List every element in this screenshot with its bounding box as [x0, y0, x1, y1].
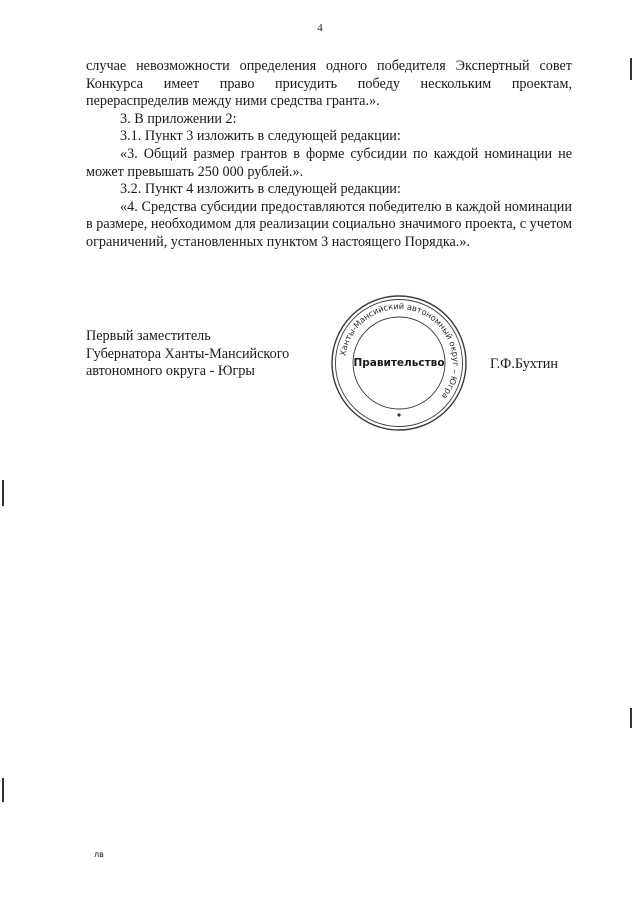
seal-star-icon	[397, 413, 400, 416]
seal-center-text: Правительство	[353, 357, 445, 369]
seal-ring-text: Ханты-Мансийский автономный округ – Югра	[337, 300, 462, 402]
paragraph-6: «4. Средства субсидии предоставляются победителю в каждой номинации в размере, необходимом для реализации социально значимого проекта, с учетом ограничений, установленных пунктом 3 настоящего Порядка.».	[86, 198, 572, 250]
signer-position	[86, 328, 289, 381]
paragraph-4: «3. Общий размер грантов в форме субсидии по каждой номинации не может превышать 250 000 рублей.».	[86, 145, 572, 180]
scan-edge-mark	[2, 778, 4, 802]
scan-edge-mark	[630, 58, 632, 80]
paragraph-5: 3.2. Пункт 4 изложить в следующей редакции:	[120, 181, 401, 198]
document-body	[86, 58, 572, 252]
signer-name: Г.Ф.Бухтин	[490, 356, 558, 372]
paragraph-1: случае невозможности определения одного победителя Экспертный совет Конкурса имеет право присудить победу нескольким проектам, перераспределив между ними средства гранта.».	[86, 58, 572, 110]
page-number: 4	[317, 22, 323, 34]
official-seal	[330, 294, 468, 432]
paragraph-3: 3.1. Пункт 3 изложить в следующей редакции:	[120, 128, 401, 145]
signer-position-line-2: Губернатора Ханты-Мансийского	[86, 345, 290, 362]
paragraph-2: 3. В приложении 2:	[120, 110, 237, 127]
scan-edge-mark	[630, 708, 632, 728]
signer-position-line-3: автономного округа - Югры	[86, 363, 255, 380]
scan-edge-mark	[2, 480, 4, 506]
signer-position-line-1: Первый заместитель	[86, 328, 211, 344]
footer-mark: лв	[94, 850, 104, 859]
